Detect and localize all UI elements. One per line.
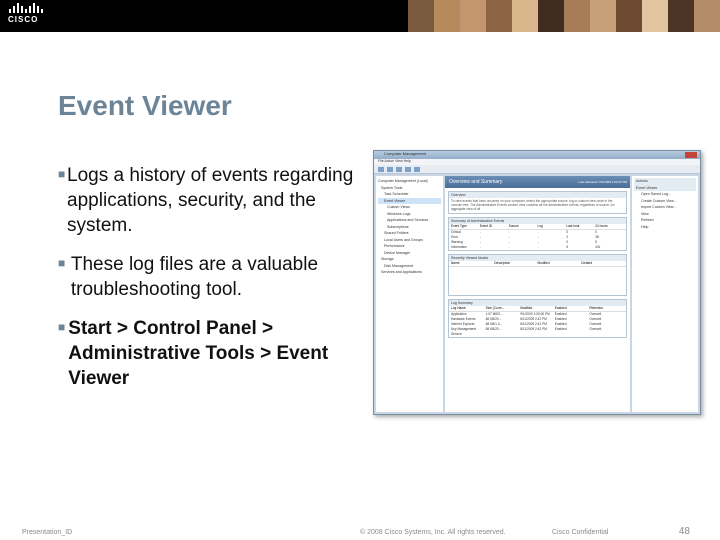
bullet-square-icon: ■ <box>58 256 66 270</box>
bullet-text: These log files are a valuable troubleshooting tool. <box>70 254 319 300</box>
action-item[interactable]: Help <box>641 224 649 229</box>
column-header[interactable]: Created <box>580 260 593 265</box>
header-photo <box>408 0 434 32</box>
event-viewer-screenshot <box>373 150 701 415</box>
actions-header: Actions <box>634 178 696 185</box>
bullet-list <box>58 163 358 405</box>
table-cell: Error <box>451 234 459 239</box>
table-cell: - <box>508 244 510 249</box>
table-row[interactable] <box>449 327 626 337</box>
table-cell: - <box>479 234 481 239</box>
table-cell: Overwrit <box>589 321 602 326</box>
header-banner <box>0 0 720 32</box>
table-cell: Key Management Service <box>451 326 476 336</box>
actions-subheader: Event Viewer <box>634 185 696 192</box>
slide-title: Event Viewer <box>58 90 232 121</box>
header-photo <box>564 0 590 32</box>
tree-item[interactable]: System Tools <box>381 185 403 190</box>
menu-bar: File Action View Help <box>374 159 700 165</box>
action-item[interactable]: Create Custom View... <box>641 198 677 203</box>
table-cell: - <box>479 239 481 244</box>
close-icon <box>685 152 697 158</box>
column-header[interactable]: Log Name <box>451 305 466 310</box>
table-cell: 5 <box>595 239 597 244</box>
column-header[interactable]: Enabled <box>554 305 567 310</box>
tree-item[interactable]: Task Scheduler <box>384 192 409 196</box>
table-cell: Warning <box>451 239 463 244</box>
header-photo-strip <box>408 0 720 32</box>
column-header[interactable]: Event Type <box>451 223 467 228</box>
tree-item[interactable]: Applications and Services <box>387 218 429 222</box>
overview-text: To view events that have occurred on your computer, select the appropriate source, log or custom view node in the console tree. The Administrative Events custom view contains all the administrative events, regardless of source. An aggregate view of all <box>451 199 615 212</box>
action-item[interactable]: Import Custom View... <box>641 205 677 209</box>
table-cell: Enabled <box>554 311 567 316</box>
bullet-text: Logs a history of events regarding applications, security, and the system. <box>67 165 354 236</box>
window-body <box>376 176 698 412</box>
footer-presentation-id: Presentation_ID <box>22 529 73 536</box>
header-photo <box>434 0 460 32</box>
table-cell: 0 <box>566 229 569 234</box>
column-header[interactable]: Log <box>537 223 543 228</box>
table-cell: Overwrit <box>589 316 602 321</box>
log-panel <box>448 299 627 338</box>
tree-item[interactable]: Performance <box>384 244 405 248</box>
tree-item[interactable]: Storage <box>381 257 394 261</box>
tree-item[interactable]: Custom Views <box>387 205 410 209</box>
table-cell: Information <box>451 244 467 249</box>
column-header[interactable]: Source <box>508 223 519 228</box>
column-header[interactable]: Last hour <box>566 223 580 228</box>
center-pane <box>445 176 630 412</box>
log-header: Log Summary <box>449 300 626 306</box>
action-item[interactable]: Refresh <box>641 218 654 222</box>
tree-item[interactable]: Shared Folders <box>384 231 409 235</box>
bullet-square-icon: ■ <box>58 167 66 181</box>
header-photo <box>590 0 616 32</box>
table-cell: - <box>508 229 510 234</box>
header-photo <box>668 0 694 32</box>
table-cell: - <box>537 234 539 239</box>
bullet-item <box>58 316 358 391</box>
table-cell: 0 <box>595 229 597 234</box>
table-cell: - <box>479 244 481 249</box>
table-cell: - <box>479 229 481 234</box>
bullet-square-icon: ■ <box>58 320 66 334</box>
table-cell: 68 KB/20... <box>485 326 502 331</box>
table-cell: 68 KB/1.0... <box>485 321 503 326</box>
recent-table <box>449 261 626 267</box>
cisco-logo <box>8 3 44 27</box>
header-photo <box>460 0 486 32</box>
window-title: Computer Management <box>384 151 427 156</box>
column-header[interactable]: Modified <box>520 305 533 310</box>
tree-item[interactable]: Local Users and Groups <box>384 237 423 242</box>
table-cell: Enabled <box>554 316 567 321</box>
table-cell: Enabled <box>554 321 567 326</box>
table-row[interactable] <box>449 245 626 250</box>
toolbar <box>374 165 700 174</box>
table-cell: Internet Explorer <box>451 321 475 326</box>
summary-header: Summary of Administrative Events <box>449 218 626 224</box>
table-cell: - <box>508 239 510 244</box>
bullet-item <box>58 163 358 238</box>
table-cell: 1.07 MB/2... <box>485 311 503 316</box>
column-header[interactable]: Modified <box>537 260 550 265</box>
tree-item[interactable]: Disk Management <box>384 263 413 268</box>
tree-item[interactable]: Services and Applications <box>381 270 422 274</box>
action-item[interactable]: Open Saved Log... <box>641 192 671 196</box>
table-cell: - <box>508 234 510 239</box>
bullet-text: Start > Control Panel > Administrative Tools > Event Viewer <box>68 318 329 389</box>
bullet-item <box>58 252 358 302</box>
header-photo <box>512 0 538 32</box>
table-cell: Enabled <box>554 326 567 331</box>
tree-item[interactable]: Device Manager <box>384 250 411 255</box>
tree-item[interactable]: Subscriptions <box>387 224 409 229</box>
table-cell: 9/1/2009 1:00:00 PM <box>520 311 550 316</box>
table-cell: - <box>537 229 539 234</box>
header-photo <box>616 0 642 32</box>
table-cell: 68 KB/20... <box>485 316 502 321</box>
logo-text: CISCO <box>8 15 39 24</box>
table-cell: Overwrit <box>589 311 602 316</box>
table-cell: - <box>537 244 539 249</box>
tree-item[interactable]: Windows Logs <box>387 211 411 216</box>
window-titlebar <box>374 151 700 159</box>
table-cell: Application <box>451 311 467 316</box>
table-header-row <box>449 261 626 267</box>
table-cell: 2 <box>566 234 569 239</box>
header-photo <box>694 0 720 32</box>
tree-item[interactable]: Event Viewer <box>378 198 441 205</box>
recent-panel <box>448 254 627 296</box>
actions-pane <box>632 176 698 412</box>
column-header[interactable]: 24 hours <box>595 223 608 228</box>
footer-confidential: Cisco Confidential <box>552 529 609 536</box>
console-tree <box>376 176 443 412</box>
summary-table <box>449 224 626 250</box>
center-header <box>445 176 630 188</box>
table-cell: Critical <box>451 229 461 234</box>
overview-panel <box>448 191 627 214</box>
column-header[interactable]: Name <box>451 260 460 265</box>
page-number: 48 <box>678 526 690 537</box>
footer-copyright: © 2008 Cisco Systems, Inc. All rights reserved. <box>360 529 506 536</box>
table-cell: 5 <box>566 244 569 249</box>
table-cell: 38 <box>595 234 599 239</box>
log-table <box>449 306 626 337</box>
header-photo <box>486 0 512 32</box>
refresh-time: Last refreshed: 9/1/2009 1:02:27 PM <box>578 180 627 184</box>
center-title: Overview and Summary <box>449 179 503 185</box>
summary-panel <box>448 217 627 251</box>
overview-header: Overview <box>449 192 626 198</box>
table-cell: 431 <box>595 244 601 249</box>
table-cell: Hardware Events <box>451 316 476 321</box>
table-cell: 0 <box>566 239 569 244</box>
table-cell: - <box>537 239 539 244</box>
column-header[interactable]: Retention <box>589 305 604 310</box>
column-header[interactable]: Description <box>494 260 511 265</box>
header-photo <box>642 0 668 32</box>
column-header[interactable]: Size (Curre... <box>485 305 505 310</box>
logo-bars-icon <box>9 3 44 13</box>
header-photo <box>538 0 564 32</box>
tree-item[interactable]: Computer Management (Local) <box>378 179 428 183</box>
recent-header: Recently Viewed Nodes <box>449 255 626 261</box>
table-cell: 8/11/2009 2:42 PM <box>520 326 547 331</box>
table-cell: 8/11/2009 2:42 PM <box>520 321 547 326</box>
column-header[interactable]: Event ID <box>479 223 493 228</box>
action-item[interactable]: View <box>641 211 649 216</box>
table-cell: Overwrit <box>589 326 602 331</box>
table-cell: 8/11/2009 2:42 PM <box>520 316 547 321</box>
